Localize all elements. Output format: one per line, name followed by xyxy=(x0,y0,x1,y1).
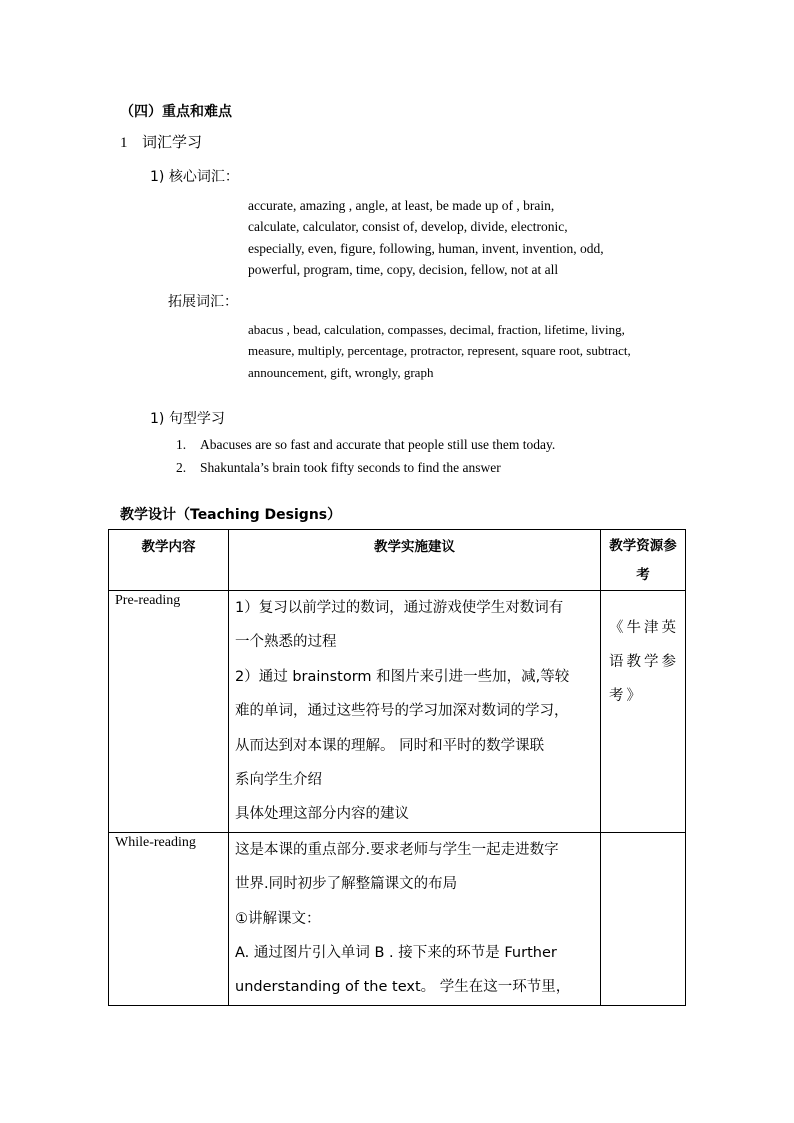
resource-text xyxy=(601,833,685,853)
suggestion-line: 一个熟悉的过程 xyxy=(235,634,337,651)
suggestion-line: 从而达到对本课的理解。 同时和平时的数学课联 xyxy=(235,737,545,754)
sentence-number: 2. xyxy=(176,460,187,475)
extended-vocab-label: 拓展词汇： xyxy=(168,294,238,310)
sentence-item xyxy=(176,460,501,476)
extended-vocab-line: measure, multiply, percentage, protractor, represent, square root, subtract, xyxy=(248,343,631,359)
section-title: （四）重点和难点 xyxy=(120,104,232,120)
suggestion-line: 这是本课的重点部分.要求老师与学生一起走进数字 xyxy=(235,841,559,858)
stage-cell xyxy=(109,832,229,1005)
sentence-text: Abacuses are so fast and accurate that people still use them today. xyxy=(200,437,556,452)
suggestion-cell xyxy=(229,832,601,1005)
core-vocab-line: powerful, program, time, copy, decision, fellow, not at all xyxy=(248,261,559,277)
teaching-design-table xyxy=(108,529,686,1006)
suggestion-text xyxy=(229,591,600,832)
header-resources: 教学资源参考 xyxy=(601,530,686,591)
core-vocab-line: especially, even, figure, following, human, invent, invention, odd, xyxy=(248,240,604,256)
suggestion-line: 难的单词，通过这些符号的学习加深对数词的学习， xyxy=(235,703,569,720)
stage-label: Pre-reading xyxy=(115,593,181,608)
resource-cell xyxy=(601,832,686,1005)
core-vocab-line: accurate, amazing , angle, at least, be made up of , brain, xyxy=(248,198,555,213)
core-vocab-line: calculate, calculator, consist of, develop, divide, electronic, xyxy=(248,219,568,235)
vocab-heading-text: 词汇学习 xyxy=(142,133,203,151)
vocab-heading xyxy=(120,131,202,152)
suggestion-line: A. 通过图片引入单词 B . 接下来的环节是 Further xyxy=(235,945,557,962)
sentence-label: 1) 句型学习 xyxy=(150,411,225,427)
table-header-row xyxy=(109,530,686,591)
suggestion-line: ①讲解课文： xyxy=(235,910,321,927)
suggestion-line: 1）复习以前学过的数词，通过游戏使学生对数词有 xyxy=(235,600,564,616)
sentence-item xyxy=(176,437,555,453)
suggestion-line: 世界.同时初步了解整篇课文的布局 xyxy=(235,876,458,893)
table-row xyxy=(109,591,686,833)
resource-text: 《牛津英语教学参考》 xyxy=(609,620,679,704)
extended-vocab-line: abacus , bead, calculation, compasses, decimal, fraction, lifetime, living, xyxy=(248,322,625,337)
suggestion-line: 2）通过 brainstorm 和图片来引进一些加，减,等较 xyxy=(235,668,570,685)
sentence-text: Shakuntala’s brain took fifty seconds to find the answer xyxy=(200,460,501,475)
sentence-number: 1. xyxy=(176,437,187,452)
header-content: 教学内容 xyxy=(109,530,229,591)
core-vocab-block xyxy=(248,195,676,280)
vocab-number: 1 xyxy=(120,135,128,151)
stage-cell xyxy=(109,591,229,833)
extended-vocab-block xyxy=(248,319,676,383)
core-vocab-label: 1) 核心词汇： xyxy=(150,169,239,185)
suggestion-line: 具体处理这部分内容的建议 xyxy=(235,806,409,823)
suggestion-line: 系向学生介绍 xyxy=(235,772,322,789)
resource-cell xyxy=(601,591,686,833)
suggestion-line: understanding of the text。 学生在这一环节里， xyxy=(235,979,571,996)
suggestion-cell xyxy=(229,591,601,833)
header-suggestions: 教学实施建议 xyxy=(229,530,601,591)
design-title: 教学设计（Teaching Designs） xyxy=(120,507,342,523)
extended-vocab-line: announcement, gift, wrongly, graph xyxy=(248,364,434,380)
stage-label: While-reading xyxy=(115,834,196,850)
suggestion-text xyxy=(229,833,600,1005)
table-row xyxy=(109,832,686,1005)
